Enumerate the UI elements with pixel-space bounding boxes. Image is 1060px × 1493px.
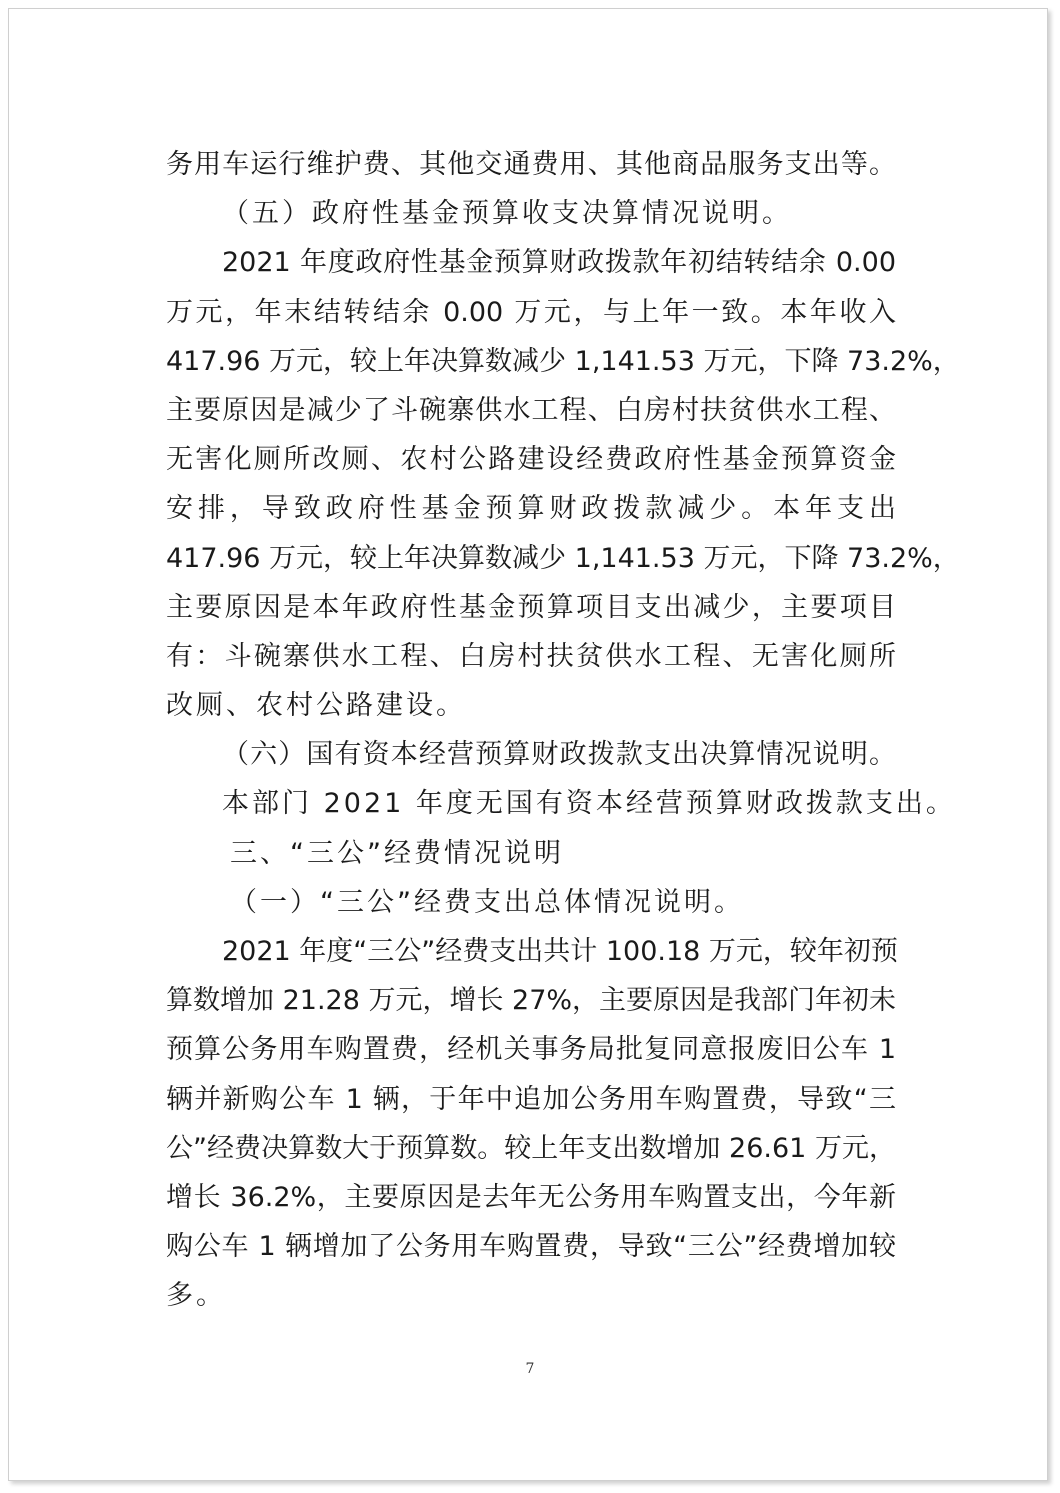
- text-line-9: 417.96 万元，较上年决算数减少 1,141.53 万元，下降 73.2%，: [166, 542, 960, 574]
- text-line-1: 务用车运行维护费、其他交通费用、其他商品服务支出等。: [166, 149, 896, 180]
- document-body: [166, 140, 960, 1321]
- text-line-22: 增长 36.2%，主要原因是去年无公务用车购置支出，今年新: [166, 1181, 896, 1213]
- text-line-19: 预算公务用车购置费，经机关事务局批复同意报废旧公车 1: [166, 1034, 896, 1066]
- text-line-14: 本部门 2021 年度无国有资本经营预算财政拨款支出。: [222, 788, 956, 820]
- text-line-10: 主要原因是本年政府性基金预算项目支出减少，主要项目: [166, 591, 896, 623]
- section-heading-5: （五）政府性基金预算收支决算情况说明。: [222, 198, 792, 230]
- text-line-4: 万元，年末结转结余 0.00 万元，与上年一致。本年收入: [166, 296, 896, 328]
- text-line-23: 购公车 1 辆增加了公务用车购置费，导致“三公”经费增加较: [166, 1231, 896, 1263]
- section-heading-6: （六）国有资本经营预算财政拨款支出决算情况说明。: [222, 739, 896, 771]
- text-line-3: 2021 年度政府性基金预算财政拨款年初结转结余 0.00: [222, 247, 896, 279]
- section-heading-3: 三、“三公”经费情况说明: [230, 837, 564, 869]
- text-line-18: 算数增加 21.28 万元，增长 27%，主要原因是我部门年初未: [166, 985, 897, 1017]
- text-line-17: 2021 年度“三公”经费支出共计 100.18 万元，较年初预: [222, 936, 898, 967]
- text-line-20: 辆并新购公车 1 辆，于年中追加公务用车购置费，导致“三: [166, 1083, 896, 1115]
- text-line-7: 无害化厕所改厕、农村公路建设经费政府性基金预算资金: [166, 444, 896, 476]
- subsection-heading-1: （一）“三公”经费支出总体情况说明。: [230, 886, 744, 918]
- text-line-11: 有：斗碗寨供水工程、白房村扶贫供水工程、无害化厕所: [166, 640, 896, 672]
- text-line-6: 主要原因是减少了斗碗寨供水工程、白房村扶贫供水工程、: [166, 394, 896, 426]
- text-line-21: 公”经费决算数大于预算数。较上年支出数增加 26.61 万元，: [166, 1132, 896, 1164]
- text-line-12: 改厕、农村公路建设。: [166, 690, 466, 722]
- text-line-5: 417.96 万元，较上年决算数减少 1,141.53 万元，下降 73.2%，: [166, 345, 960, 377]
- page-number: 7: [525, 1361, 535, 1377]
- text-line-24: 多。: [166, 1280, 226, 1312]
- text-line-8: 安排，导致政府性基金预算财政拨款减少。本年支出: [166, 493, 896, 525]
